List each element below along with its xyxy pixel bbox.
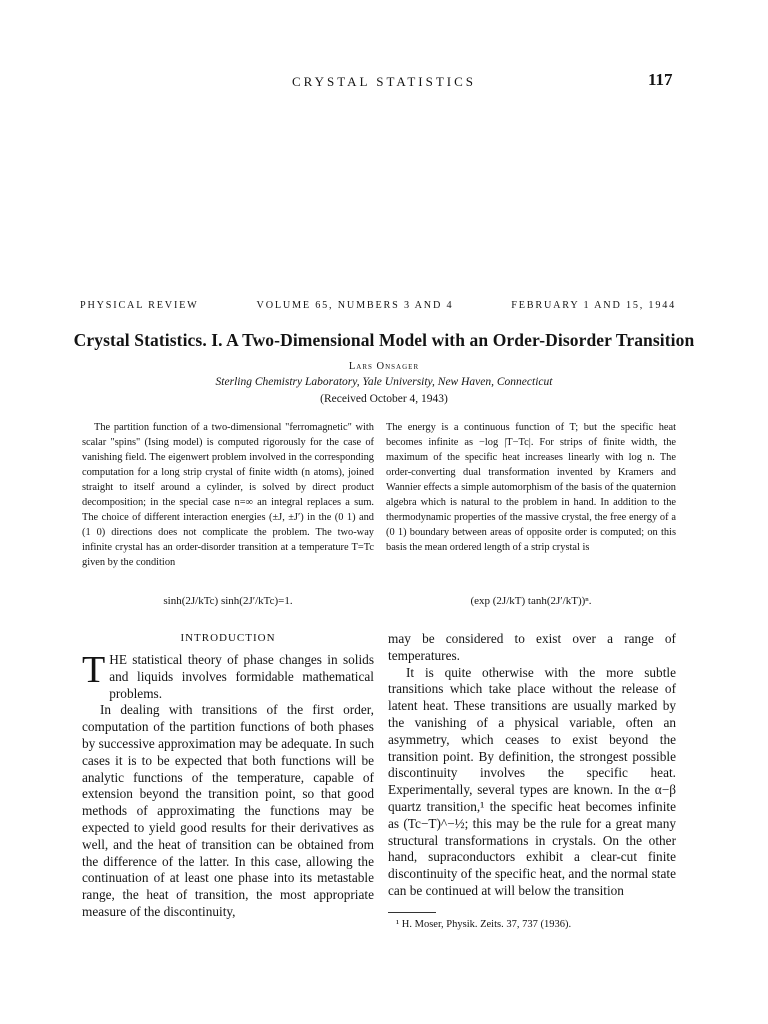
dropcap-letter: T xyxy=(82,649,106,691)
author-affiliation: Sterling Chemistry Laboratory, Yale University, New Haven, Connecticut xyxy=(215,376,553,388)
paper-title: Crystal Statistics. I. A Two-Dimensional Model with an Order-Disorder Transition xyxy=(73,330,695,350)
abstract-equation-left: sinh(2J/kTc) sinh(2J′/kTc)=1. xyxy=(163,595,293,607)
intro-paragraph-2: In dealing with transitions of the first order, computation of the partition functions of both phases by successive approximation may be adequate. In such cases it is to be expected that both functions will be analytic functions of the temperature, capable of extension beyond the transition point, so that good methods of approximating the functions may be expected to yield good results for their derivatives as well, and the heat of transition can be obtained from the difference of the latter. In this case, allowing the continuation of at least one phase into its metastable range, the heat of transition, the most appropriate measure of the discontinuity, xyxy=(82,702,374,919)
author-name: Lars Onsager xyxy=(348,361,420,372)
footnote-divider xyxy=(388,912,436,913)
intro-paragraph-1 xyxy=(82,649,374,702)
received-date: (Received October 4, 1943) xyxy=(320,393,448,405)
journal-line xyxy=(80,300,676,311)
section-heading: INTRODUCTION xyxy=(180,632,276,644)
intro-paragraph-1-text: HE statistical theory of phase changes in solids and liquids involves formidable mathematical problems. xyxy=(109,652,374,701)
footnote: ¹ H. Moser, Physik. Zeits. 37, 737 (1936). xyxy=(396,919,572,930)
journal-volume: VOLUME 65, NUMBERS 3 AND 4 xyxy=(256,300,454,311)
body-left-column xyxy=(82,649,374,921)
journal-date: FEBRUARY 1 AND 15, 1944 xyxy=(511,300,676,311)
abstract-right-column: The energy is a continuous function of T; but the specific heat becomes infinite as −log |T−Tc|. For strips of finite width, the maximum of the specific heat increases linearly with log n. The order-converting dual transformation invented by Kramers and Wannier effects a simple automorphism of the basis of the quaternion algebra which is natural to the problem in hand. In addition to the thermodynamic properties of the massive crystal, the free energy of a (0 1) boundary between areas of opposite order is computed; on this basis the mean ordered length of a strip crystal is xyxy=(386,422,676,553)
abstract-left-column: The partition function of a two-dimensional "ferromagnetic" with scalar "spins" (Ising model) is computed rigorously for the case of vanishing field. The eigenwert problem involved in the corresponding computation for a long strip crystal of finite width (n atoms), joined straight to itself around a cylinder, is solved by direct product decomposition; in the special case n=∞ an integral replaces a sum. The choice of different interaction energies (±J, ±J′) in the (0 1) and (1 0) directions does not complicate the problem. The two-way infinite crystal has an order-disorder transition at a temperature T=Tc given by the condition xyxy=(82,422,374,568)
body-right-column xyxy=(388,631,676,900)
abstract-equation-right: (exp (2J/kT) tanh(2J′/kT))ⁿ. xyxy=(470,595,592,607)
page-number: 117 xyxy=(648,70,673,89)
intro-paragraph-2-continued: may be considered to exist over a range of temperatures. xyxy=(388,631,676,663)
running-head: CRYSTAL STATISTICS xyxy=(292,74,476,89)
journal-name: PHYSICAL REVIEW xyxy=(80,300,199,311)
intro-paragraph-3: It is quite otherwise with the more subtle transitions which take place without the release of latent heat. These transitions are usually marked by the vanishing of a physical variable, often an asymmetry, which ceases to exist beyond the transition point. By definition, the strongest possible discontinuity involves the specific heat. Experimentally, several types are known. In the α−β quartz transition,¹ the specific heat becomes infinite as (Tc−T)^−½; this may be the rule for a great many structural transformations in crystals. On the other hand, supraconductors exhibit a clear-cut finite discontinuity of the specific heat, and the normal state can be continued at will below the transition xyxy=(388,664,676,898)
